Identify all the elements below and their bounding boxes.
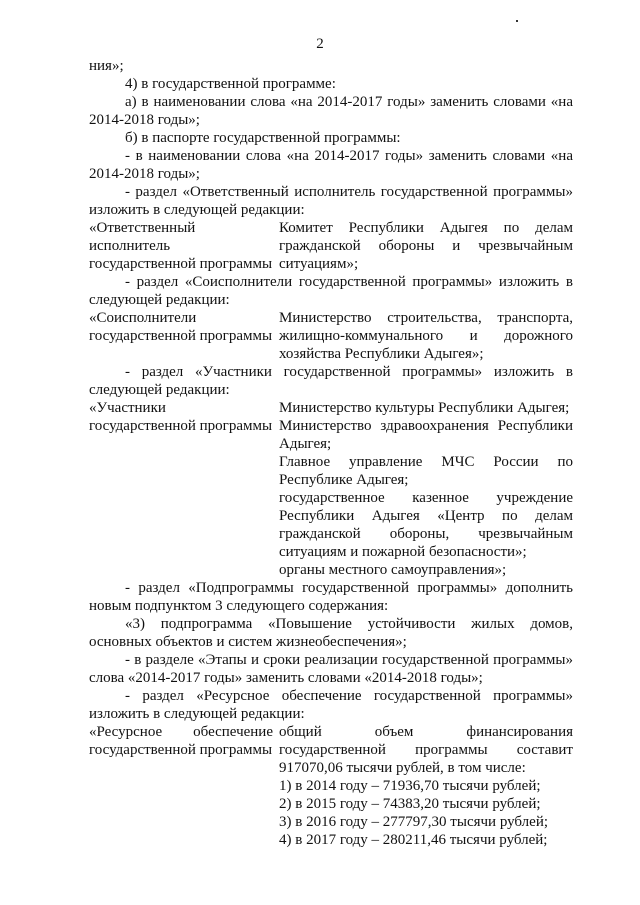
row-label: [89, 723, 279, 849]
paragraph: ния»;: [89, 58, 124, 74]
row-value: [279, 309, 573, 363]
row-value: [279, 219, 573, 273]
passport-row-coexecutors: [89, 309, 573, 363]
scan-speck: [516, 20, 518, 22]
paragraph: - раздел «Ответственный исполнитель государственной программы» изложить в следующей редакции:: [89, 184, 573, 218]
paragraph: - в разделе «Этапы и сроки реализации государственной программы» слова «2014-2017 годы» заменить словами «2014-2018 годы»;: [89, 652, 573, 686]
row-value: [279, 399, 573, 579]
participant-item: Министерство культуры Республики Адыгея;: [279, 400, 570, 416]
participant-item: Главное управление МЧС России по Республике Адыгея;: [279, 454, 573, 488]
passport-row-responsible: [89, 219, 573, 273]
row-value: [279, 723, 573, 849]
participant-item: Министерство здравоохранения Республики Адыгея;: [279, 418, 573, 452]
resources-year: 3) в 2016 году – 277797,30 тысячи рублей;: [279, 814, 549, 830]
page-number: 2: [316, 36, 324, 52]
passport-row-resources: [89, 723, 573, 849]
participant-item: государственное казенное учреждение Республики Адыгея «Центр по делам гражданской обороны, чрезвычайным ситуациям и пожарной безопасности»;: [279, 490, 573, 560]
row-label: «Соисполнители государственной программы: [89, 310, 273, 344]
paragraph: а) в наименовании слова «на 2014-2017 годы» заменить словами «на 2014-2018 годы»;: [89, 94, 573, 128]
resources-year: 1) в 2014 году – 71936,70 тысячи рублей;: [279, 778, 541, 794]
resources-year: 2) в 2015 году – 74383,20 тысячи рублей;: [279, 796, 541, 812]
row-label-text: «Ресурсное обеспечение государственной программы: [89, 724, 273, 758]
paragraph: - раздел «Участники государственной программы» изложить в следующей редакции:: [89, 364, 573, 398]
row-label: «Участники государственной программы: [89, 400, 273, 434]
paragraph: - в наименовании слова «на 2014-2017 годы» заменить словами «на 2014-2018 годы»;: [89, 148, 573, 182]
passport-row-participants: [89, 399, 573, 579]
document-body: [89, 57, 573, 849]
participant-item: органы местного самоуправления»;: [279, 562, 507, 578]
paragraph: б) в паспорте государственной программы:: [125, 130, 401, 146]
resources-intro: общий объем финансирования государственной программы составит 917070,06 тысячи рублей, в том числе:: [279, 724, 573, 776]
resources-year: 4) в 2017 году – 280211,46 тысячи рублей;: [279, 832, 548, 848]
paragraph: - раздел «Подпрограммы государственной программы» дополнить новым подпунктом 3 следующего содержания:: [89, 580, 573, 614]
paragraph: 4) в государственной программе:: [125, 76, 336, 92]
paragraph: - раздел «Соисполнители государственной программы» изложить в следующей редакции:: [89, 274, 573, 308]
row-value-text: Министерство строительства, транспорта, жилищно-коммунального и дорожного хозяйства Республики Адыгея»;: [279, 310, 573, 362]
paragraph: «3) подпрограмма «Повышение устойчивости жилых домов, основных объектов и систем жизнеобеспечения»;: [89, 616, 573, 650]
row-label: «Ответственный исполнитель государственной программы: [89, 220, 273, 272]
paragraph: - раздел «Ресурсное обеспечение государственной программы» изложить в следующей редакции:: [89, 688, 573, 722]
row-value-text: Комитет Республики Адыгея по делам гражданской обороны и чрезвычайным ситуациям»;: [279, 220, 573, 272]
